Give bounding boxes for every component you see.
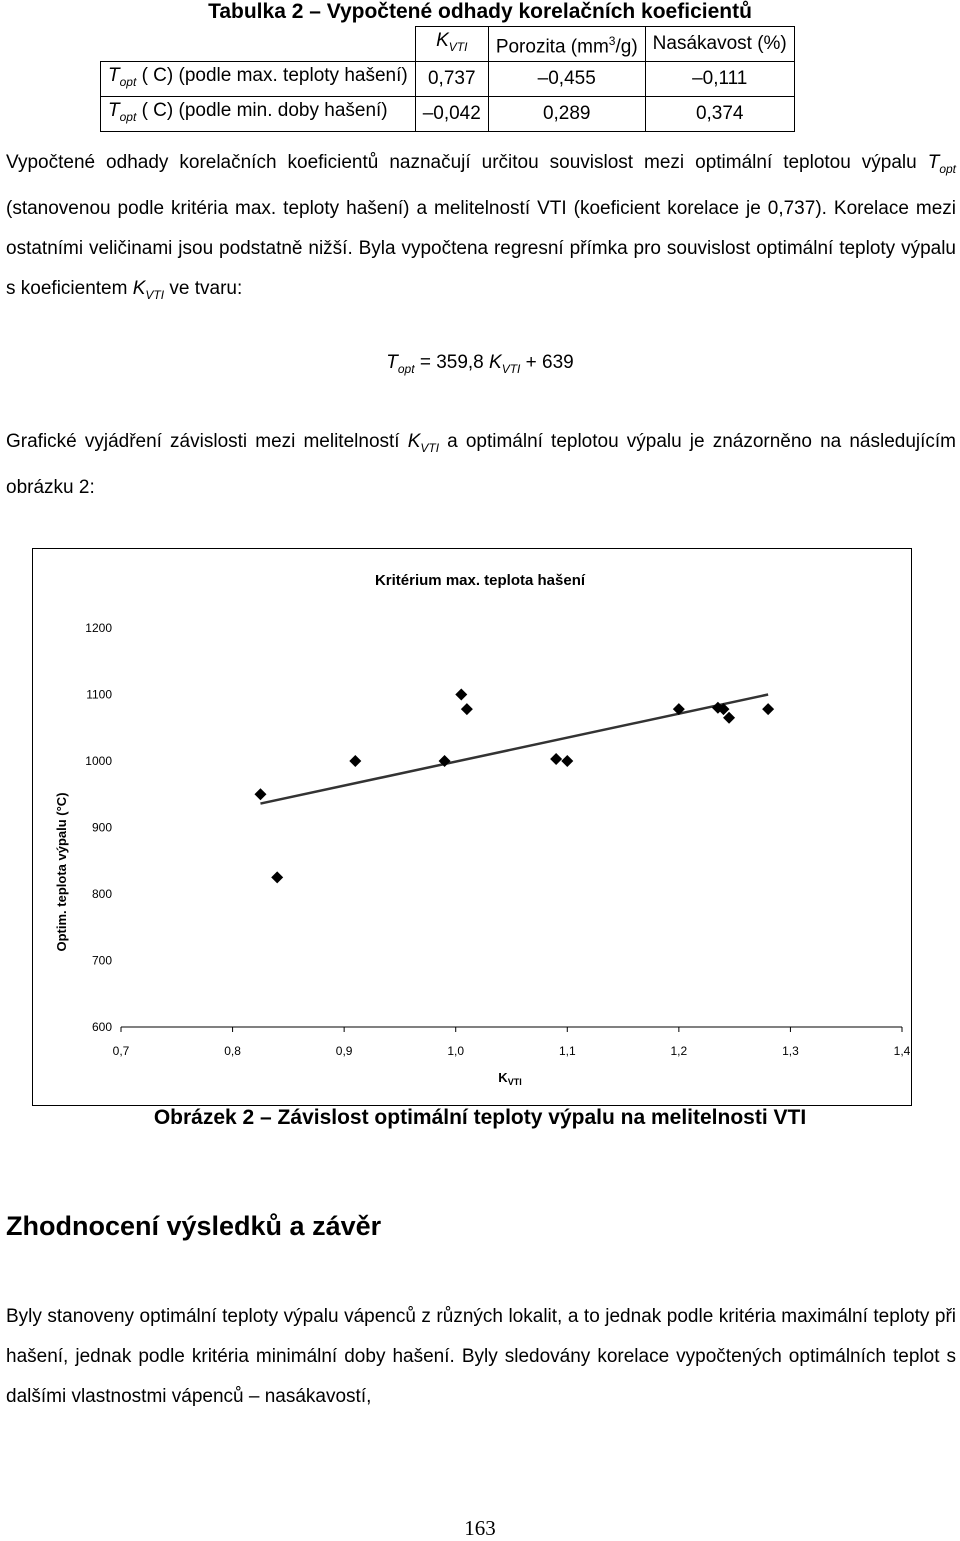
table-cell: –0,042 [415,97,488,132]
header-nasakavost: Nasákavost (%) [645,27,794,62]
paragraph-correlation: Vypočtené odhady korelačních koeficientů naznačují určitou souvislost mezi optimální teplotou výpalu $T_{opt}$ (stanovenou podle kritéria max. teploty hašení) a melitelností VTI (koeficient korelace je 0,737). Korelace mezi ostatními veličinami jsou podstatně nižší. Byla vypočtena regresní přímka pro souvislost optimální teploty výpalu s koeficientem $K_{VTI}$ ve tvaru: [6,152,956,302]
row-label: $T_{opt}$ ( C) (podle max. teploty hašení) [101,62,416,97]
table-cell: 0,289 [488,97,645,132]
paragraph-graph-intro: Grafické vyjádření závislosti mezi melitelností $K_{VTI}$ a optimální teplotou výpalu je znázorněno na následujícím obrázku 2: [6,431,957,498]
y-tick-label: 600 [91,1020,112,1034]
row-label: $T_{opt}$ ( C) (podle min. doby hašení) [101,97,416,132]
y-tick-label: 1000 [85,754,112,768]
correlation-table [100,26,795,132]
x-tick-label: 0,9 [335,1044,353,1058]
paragraph-conclusion: Byly stanoveny optimální teploty výpalu vápenců z různých lokalit, a to jednak podle kritéria maximální teploty při hašení, jednak podle kritéria minimální doby hašení. Byly sledovány korelace vypočtených optimálních teplot s dalšími vlastnostmi vápenců – nasákavostí, [6,1306,956,1407]
y-axis-label: Optim. teplota výpalu (°C) [54,792,69,952]
table-cell: –0,111 [645,62,794,97]
x-tick-label: 1,3 [782,1044,799,1058]
x-tick-label: 0,7 [112,1044,130,1058]
header-porozita: Porozita $(mm^3/g)$ [488,27,645,62]
chart-frame [33,549,912,1106]
header-kvti: $K_{VTI}$ [415,27,488,62]
regression-equation: $T_{opt} = 359,8$ $K_{VTI} + 639$ [386,352,574,376]
x-tick-label: 1,0 [447,1044,465,1058]
table-cell: 0,737 [415,62,488,97]
page-number: 163 [464,1516,496,1540]
y-tick-label: 700 [91,953,112,968]
figure-caption: Obrázek 2 – Závislost optimální teploty výpalu na melitelnosti VTI [153,1106,807,1129]
section-heading: Zhodnocení výsledků a závěr [6,1211,382,1241]
table-header-row [101,27,795,62]
x-tick-label: 1,2 [670,1044,688,1058]
x-tick-label: 0,8 [224,1044,241,1058]
chart-title: Kritérium max. teplota hašení [374,572,586,589]
table-cell: 0,374 [645,97,794,132]
x-tick-label: 1,1 [558,1044,576,1058]
table-row [101,62,795,97]
y-tick-label: 800 [91,887,112,901]
table-corner-cell [101,27,416,62]
table-row [101,97,795,132]
x-axis-label: $K_{VTI}$ [498,1070,522,1087]
x-tick-label: 1,4 [893,1044,911,1058]
table-cell: –0,455 [488,62,645,97]
y-tick-label: 1200 [85,621,112,635]
scatter-chart [32,548,912,1106]
y-tick-label: 1100 [86,687,112,702]
table-caption: Tabulka 2 – Vypočtené odhady korelačních koeficientů [208,0,752,23]
y-tick-label: 900 [91,820,112,835]
